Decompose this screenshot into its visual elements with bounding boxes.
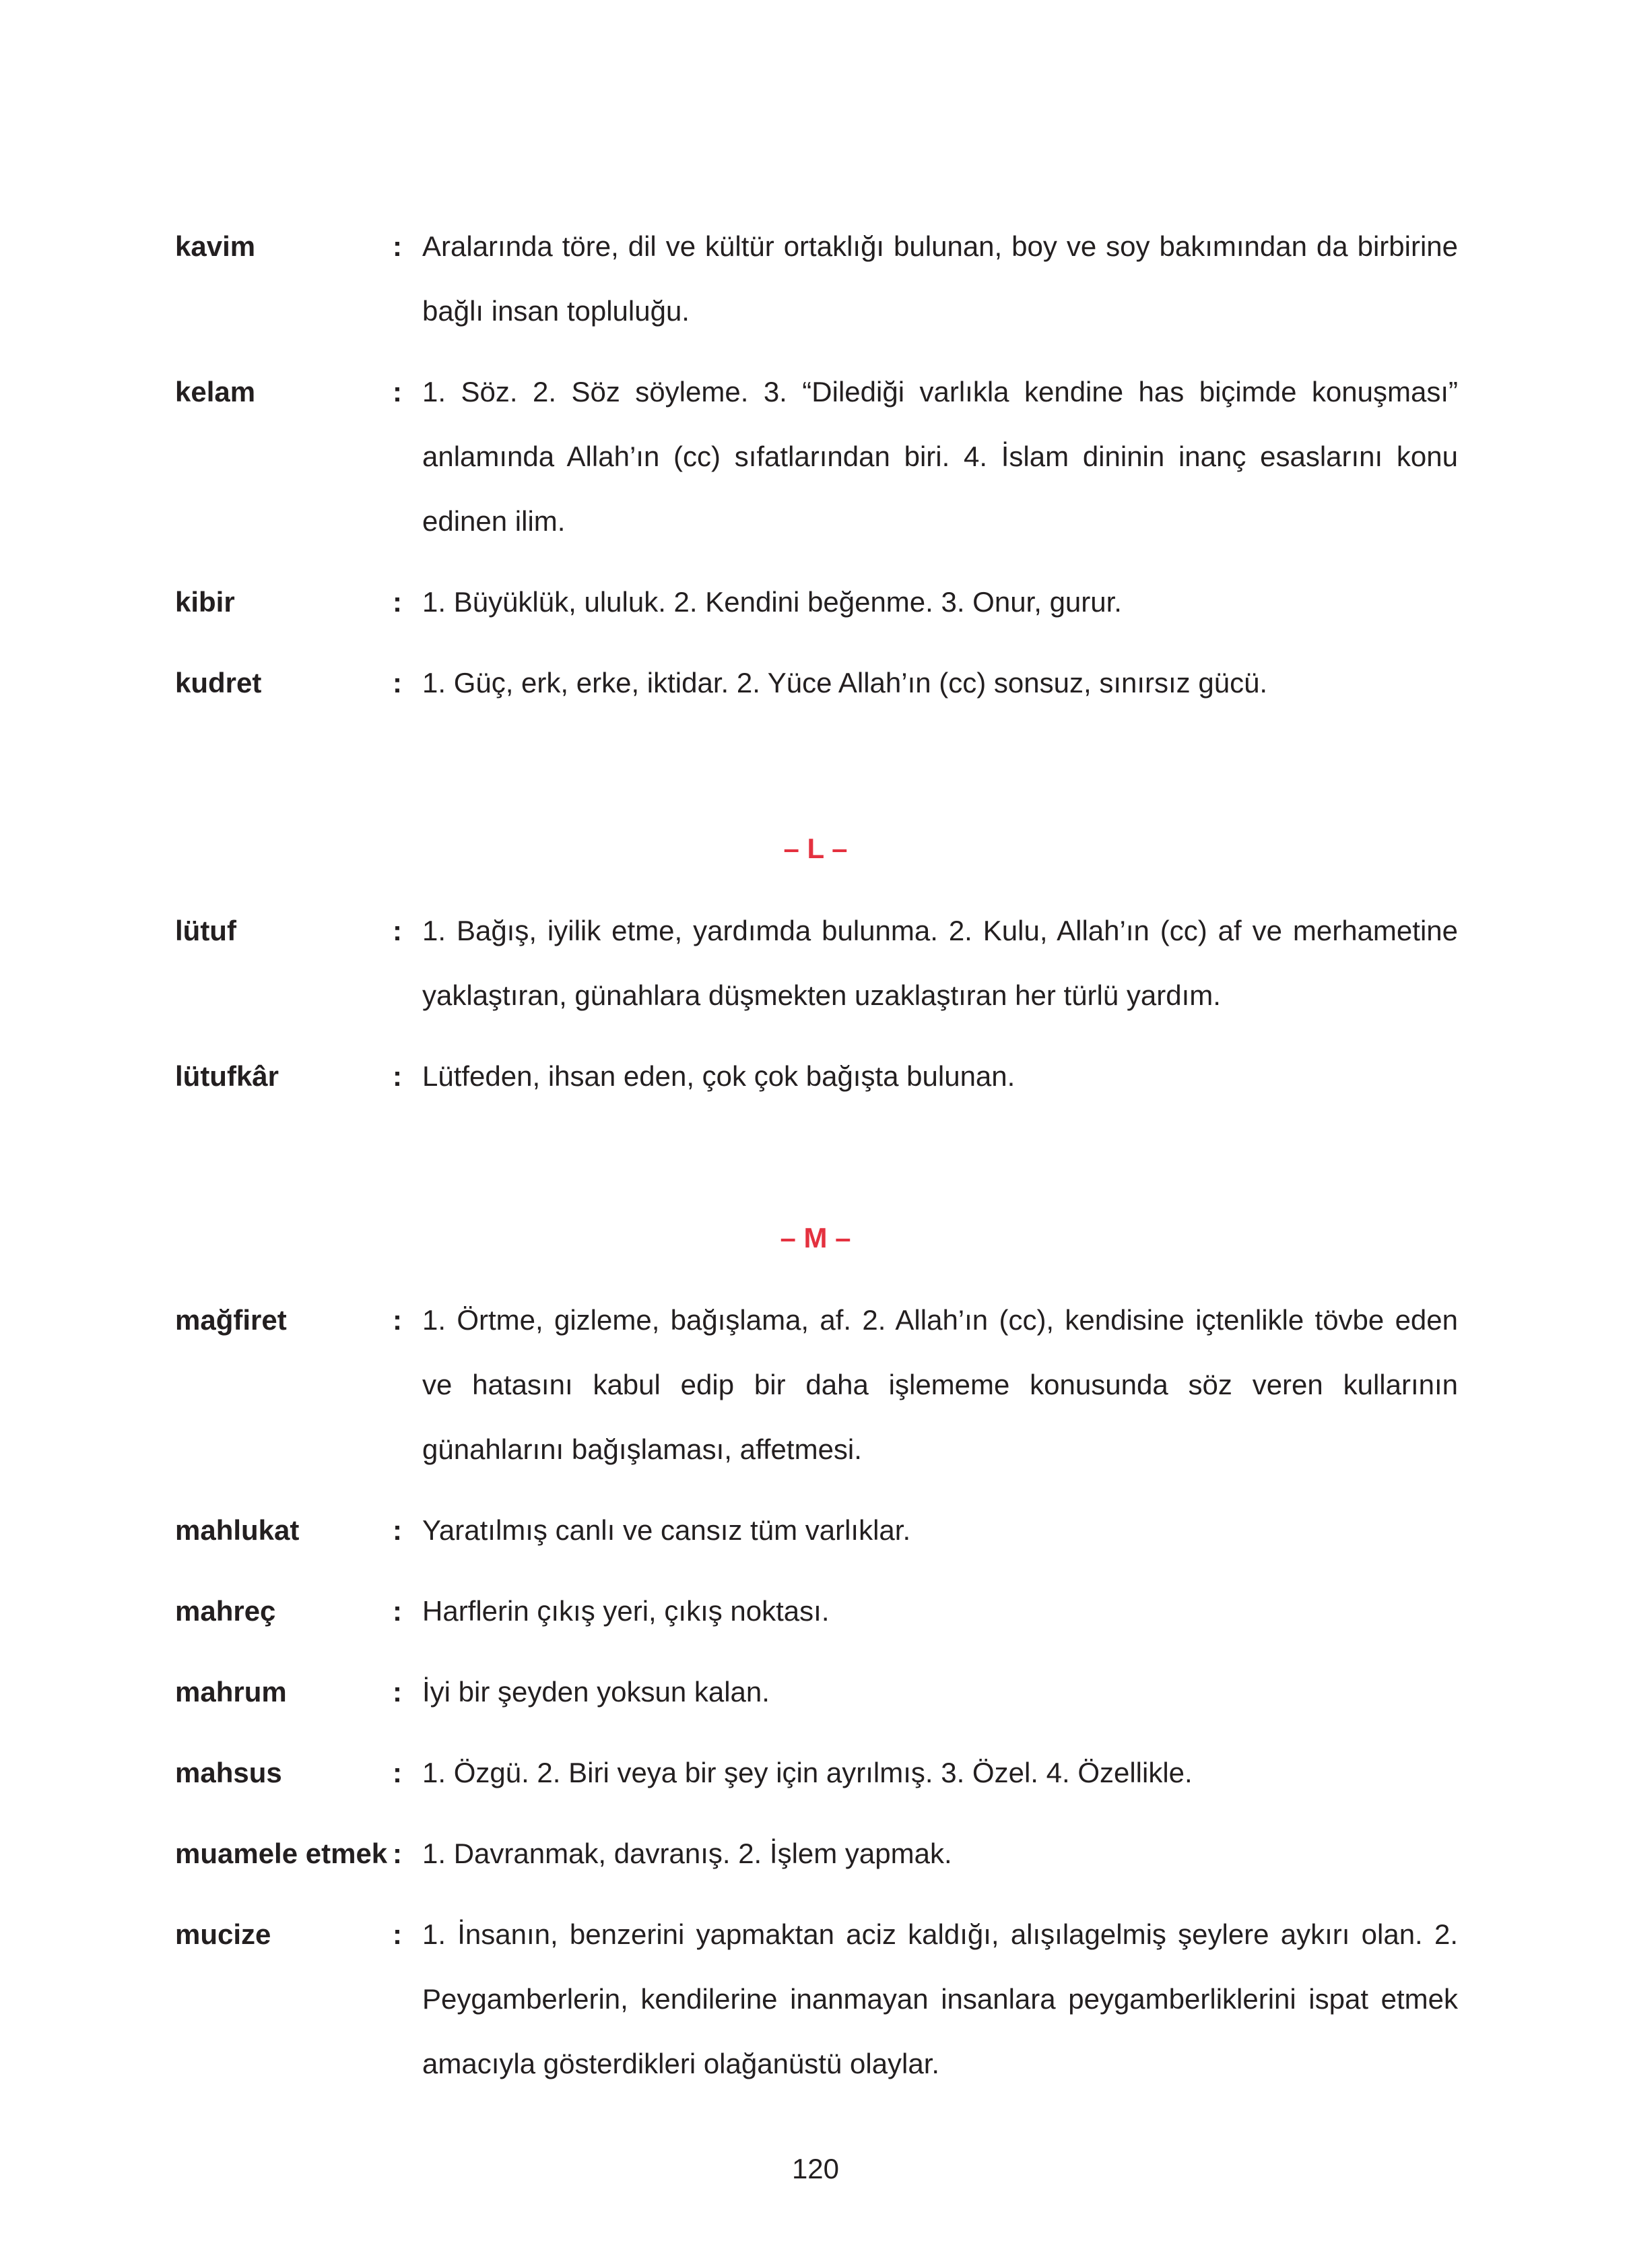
entry-definition: 1. Güç, erk, erke, iktidar. 2. Yüce Allah’ın (cc) sonsuz, sınırsız gücü. (422, 667, 1268, 699)
section-heading-m: – M – (780, 1222, 851, 1254)
glossary-entry-kudret (175, 651, 1458, 715)
entry-term: muamele etmek (175, 1838, 388, 1869)
entry-term: mahreç (175, 1595, 276, 1627)
entry-colon: : (393, 230, 402, 262)
entry-definition: İyi bir şeyden yoksun kalan. (422, 1676, 770, 1708)
entry-term: mucize (175, 1918, 271, 1950)
glossary-entry-mahrum (175, 1660, 1458, 1724)
glossary-entry-kibir (175, 570, 1458, 635)
entry-term: mahsus (175, 1757, 282, 1788)
entry-definition: 1. Özgü. 2. Biri veya bir şey için ayrılmış. 3. Özel. 4. Özellikle. (422, 1757, 1193, 1788)
glossary-entry-lutufkar (175, 1044, 1458, 1109)
entry-term: kudret (175, 667, 262, 699)
entry-colon: : (393, 1514, 402, 1546)
glossary-entry-kavim (175, 214, 1458, 344)
entry-definition: 1. Söz. 2. Söz söyleme. 3. “Dilediği varlıkla kendine has biçimde konuşması” anlamında Allah’ın (cc) sıfatlarından biri. 4. İslam dininin inanç esaslarını konu edinen ilim. (422, 376, 1458, 537)
entry-term: mahlukat (175, 1514, 300, 1546)
page-number: 120 (791, 2153, 840, 2184)
entry-term: mahrum (175, 1676, 287, 1708)
entry-term: kavim (175, 230, 256, 262)
entry-colon: : (393, 1595, 402, 1627)
entry-term: lütuf (175, 915, 236, 946)
entry-colon: : (393, 915, 402, 946)
entry-colon: : (393, 376, 402, 408)
entry-definition: 1. Örtme, gizleme, bağışlama, af. 2. Allah’ın (cc), kendisine içtenlikle tövbe eden ve hatasını kabul edip bir daha işlememe konusunda söz veren kullarının günahlarını bağışlaması, affetmesi. (422, 1304, 1458, 1465)
entry-colon: : (393, 1060, 402, 1092)
glossary-entry-magfiret (175, 1288, 1458, 1482)
entry-definition: Aralarında töre, dil ve kültür ortaklığı bulunan, boy ve soy bakımından da birbirine bağlı insan topluluğu. (422, 230, 1458, 327)
glossary-entry-mahsus (175, 1741, 1458, 1805)
entry-definition: 1. İnsanın, benzerini yapmaktan aciz kaldığı, alışılagelmiş şeylere aykırı olan. 2. Peygamberlerin, kendilerine inanmayan insanlara peygamberliklerini ispat etmek amacıyla gösterdikleri olağanüstü olaylar. (422, 1918, 1458, 2079)
entry-definition: 1. Büyüklük, ululuk. 2. Kendini beğenme. 3. Onur, gurur. (422, 586, 1122, 618)
entry-colon: : (393, 667, 402, 699)
entry-definition: Lütfeden, ihsan eden, çok çok bağışta bulunan. (422, 1060, 1016, 1092)
entry-definition: Yaratılmış canlı ve cansız tüm varlıklar. (422, 1514, 911, 1546)
section-heading-l: – L – (783, 833, 848, 864)
entry-colon: : (393, 1757, 402, 1788)
entry-colon: : (393, 1918, 402, 1950)
entry-definition: 1. Davranmak, davranış. 2. İşlem yapmak. (422, 1838, 952, 1869)
glossary-entry-mahlukat (175, 1498, 1458, 1563)
entry-colon: : (393, 1304, 402, 1336)
entry-definition: Harflerin çıkış yeri, çıkış noktası. (422, 1595, 830, 1627)
entry-colon: : (393, 1676, 402, 1708)
entry-term: kibir (175, 586, 235, 618)
entry-colon: : (393, 586, 402, 618)
entry-term: mağfiret (175, 1304, 287, 1336)
glossary-entry-muamele-etmek (175, 1821, 1458, 1886)
entry-colon: : (393, 1838, 402, 1869)
entry-term: lütufkâr (175, 1060, 279, 1092)
entry-term: kelam (175, 376, 256, 408)
entry-definition: 1. Bağış, iyilik etme, yardımda bulunma. 2. Kulu, Allah’ın (cc) af ve merhametine yaklaştıran, günahlara düşmekten uzaklaştıran her türlü yardım. (422, 915, 1458, 1011)
glossary-entry-mucize (175, 1902, 1458, 2096)
glossary-entry-lutuf (175, 899, 1458, 1028)
glossary-entry-kelam (175, 360, 1458, 554)
glossary-entry-mahrec (175, 1579, 1458, 1644)
